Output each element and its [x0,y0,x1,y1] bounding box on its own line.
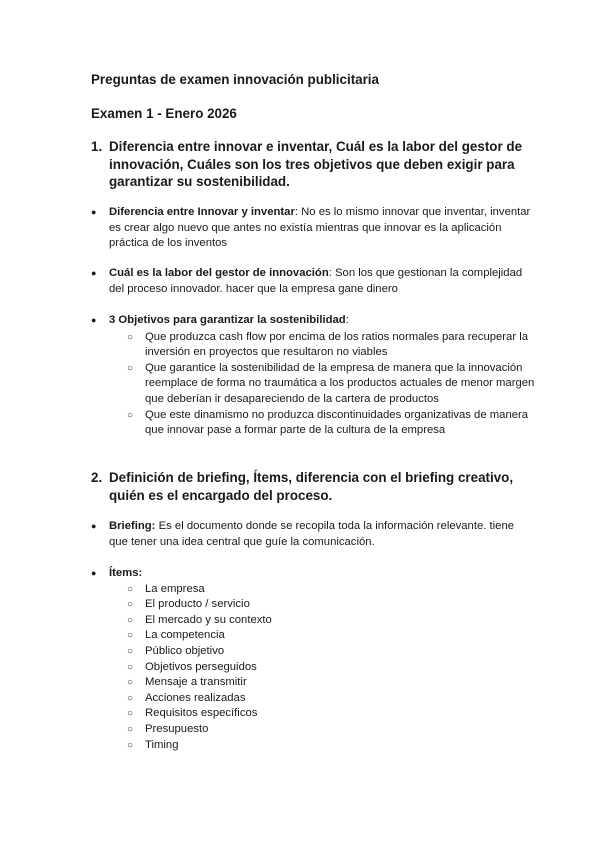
list-item: ○ La empresa [145,582,535,598]
list-item: ○ Presupuesto [145,722,535,738]
q2-bullet-briefing [91,519,531,550]
circle-bullet-icon: ○ [127,645,134,657]
q1-bullet-objectives [91,313,535,439]
circle-bullet-icon: ○ [127,331,134,343]
document-title: Preguntas de examen innovación publicitaria [91,72,379,87]
q1-bullet-difference-text: : No es lo mismo innovar que inventar, inventar es crear algo nuevo que antes no existía mientras que innovar es la aplicación práctica de los inventos [109,206,531,250]
list-item: ○ Que garantice la sostenibilidad de la empresa de manera que la innovación reemplace de forma no traumática a los productos actuales de menor margen que deberían ir desapareciendo de la cartera de productos [127,361,535,405]
list-item: ○ Que este dinamismo no produzca discontinuidades organizativas de manera que innovar pase a formar parte de la cultura de la empresa [127,408,529,437]
q1-objectives-list [127,330,535,439]
circle-bullet-icon: ○ [127,677,134,689]
q1-bullet-objectives-label: 3 Objetivos para garantizar la sostenibilidad [109,314,346,326]
list-item: ○ Que produzca cash flow por encima de los ratios normales para recuperar la inversión en proyectos que resultaron no viables [127,330,529,359]
question-1 [91,138,531,191]
q2-bullet-items-label: Ítems: [109,567,143,579]
circle-bullet-icon: ○ [127,630,134,642]
q2-bullet-briefing-text: Es el documento donde se recopila toda la información relevante. tiene que tener una idea central que guíe la comunicación. [109,520,515,548]
question-1-number: 1. [91,139,103,154]
list-item: ○ Requisitos específicos [145,706,535,722]
question-2 [91,469,531,504]
circle-bullet-icon: ○ [127,599,134,611]
bullet-icon: ● [91,568,97,578]
circle-bullet-icon: ○ [127,409,134,421]
exam-heading: Examen 1 - Enero 2026 [91,106,237,121]
q2-items-list [127,582,535,754]
question-2-number: 2. [91,470,103,485]
circle-bullet-icon: ○ [127,692,134,704]
q1-bullet-difference [91,205,531,252]
list-item: ○ Acciones realizadas [145,691,535,707]
bullet-icon: ● [91,207,97,217]
list-item: ○ El mercado y su contexto [145,613,535,629]
bullet-icon: ● [91,268,97,278]
circle-bullet-icon: ○ [127,739,134,751]
q2-bullet-briefing-label: Briefing: [109,520,156,532]
circle-bullet-icon: ○ [127,723,134,735]
question-1-text: Diferencia entre innovar e inventar, Cuál es la labor del gestor de innovación, Cuáles son los tres objetivos que deben exigir para garantizar su sostenibilidad. [109,139,523,189]
circle-bullet-icon: ○ [127,661,134,673]
circle-bullet-icon: ○ [127,614,134,626]
list-item: ○ Objetivos perseguidos [145,660,535,676]
circle-bullet-icon: ○ [127,708,134,720]
list-item: ○ El producto / servicio [145,597,535,613]
q1-bullet-manager-label: Cuál es la labor del gestor de innovación [109,267,329,279]
list-item: ○ La competencia [145,628,535,644]
circle-bullet-icon: ○ [127,583,134,595]
list-item: ○ Timing [145,738,535,754]
bullet-icon: ● [91,315,97,325]
q1-bullet-manager-text: : Son los que gestionan la complejidad del proceso innovador. hacer que la empresa gane dinero [109,267,523,295]
list-item: ○ Público objetivo [145,644,535,660]
q1-bullet-objectives-colon: : [345,314,349,326]
list-item: ○ Mensaje a transmitir [145,675,535,691]
circle-bullet-icon: ○ [127,362,134,374]
question-2-text: Definición de briefing, Ítems, diferencia con el briefing creativo, quién es el encargado del proceso. [109,470,514,503]
q2-bullet-items [91,566,531,753]
bullet-icon: ● [91,521,97,531]
q1-bullet-difference-label: Diferencia entre Innovar y inventar [109,206,295,218]
q1-bullet-manager [91,266,531,297]
